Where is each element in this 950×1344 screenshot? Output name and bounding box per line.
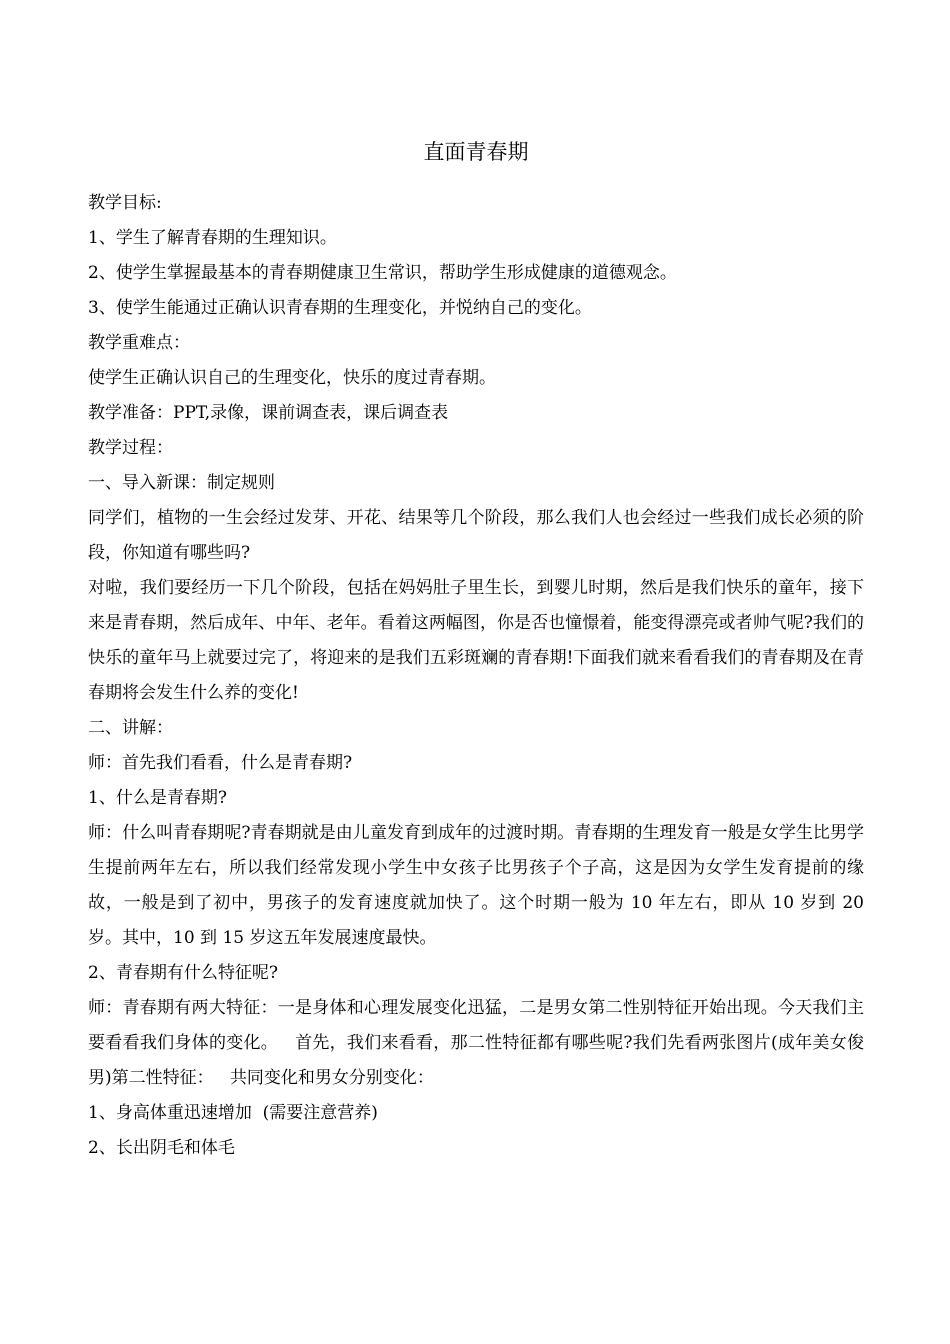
subsection-heading: 1、什么是青春期? [88,788,227,808]
subsection-heading: 2、青春期有什么特征呢? [88,963,278,983]
change-item: 1、身高体重迅速增加 (需要注意营养) [88,1103,378,1123]
process-heading: 教学过程： [88,438,173,458]
document-page [88,136,864,1166]
paragraph: 师：青春期有两大特征：一是身体和心理发展变化迅猛，二是男女第二性别特征开始出现。今天我们主要看看我们身体的变化。 首先，我们来看看，那二性特征都有哪些呢?我们先看两张图片(成年美女俊男)第二性特征： 共同变化和男女分别变化： [88,998,864,1088]
teacher-question: 师：首先我们看看，什么是青春期? [88,753,353,773]
document-title: 直面青春期 [423,140,529,164]
paragraph: 师：什么叫青春期呢?青春期就是由儿童发育到成年的过渡时期。青春期的生理发育一般是女学生比男学生提前两年左右，所以我们经常发现小学生中女孩子比男孩子个子高，这是因为女学生发育提前的缘故，一般是到了初中，男孩子的发育速度就加快了。这个时期一般为 10 年左右，即从 10 岁到 20 岁。其中，10 到 15 岁这五年发展速度最快。 [88,823,864,948]
goal-item: 2、使学生掌握最基本的青春期健康卫生常识，帮助学生形成健康的道德观念。 [88,263,677,283]
paragraph: 同学们，植物的一生会经过发芽、开花、结果等几个阶段，那么我们人也会经过一些我们成长必须的阶段，你知道有哪些吗? [88,508,864,563]
paragraph: 对啦，我们要经历一下几个阶段，包括在妈妈肚子里生长，到婴儿时期，然后是我们快乐的童年，接下来是青春期，然后成年、中年、老年。看着这两幅图，你是否也憧憬着，能变得漂亮或者帅气呢?我们的快乐的童年马上就要过完了，将迎来的是我们五彩斑斓的青春期!下面我们就来看看我们的青春期及在青春期将会发生什么养的变化! [88,578,864,703]
section-heading: 二、讲解： [88,718,173,738]
key-points-text: 使学生正确认识自己的生理变化，快乐的度过青春期。 [88,368,496,388]
goal-item: 1、学生了解青春期的生理知识。 [88,228,337,248]
goals-heading: 教学目标: [88,193,162,213]
section-heading: 一、导入新课：制定规则 [88,473,275,493]
key-points-heading: 教学重难点： [88,333,190,353]
change-item: 2、长出阴毛和体毛 [88,1138,235,1158]
goal-item: 3、使学生能通过正确认识青春期的生理变化，并悦纳自己的变化。 [88,298,592,318]
preparation-text: 教学准备：PPT,录像，课前调查表，课后调查表 [88,403,449,423]
